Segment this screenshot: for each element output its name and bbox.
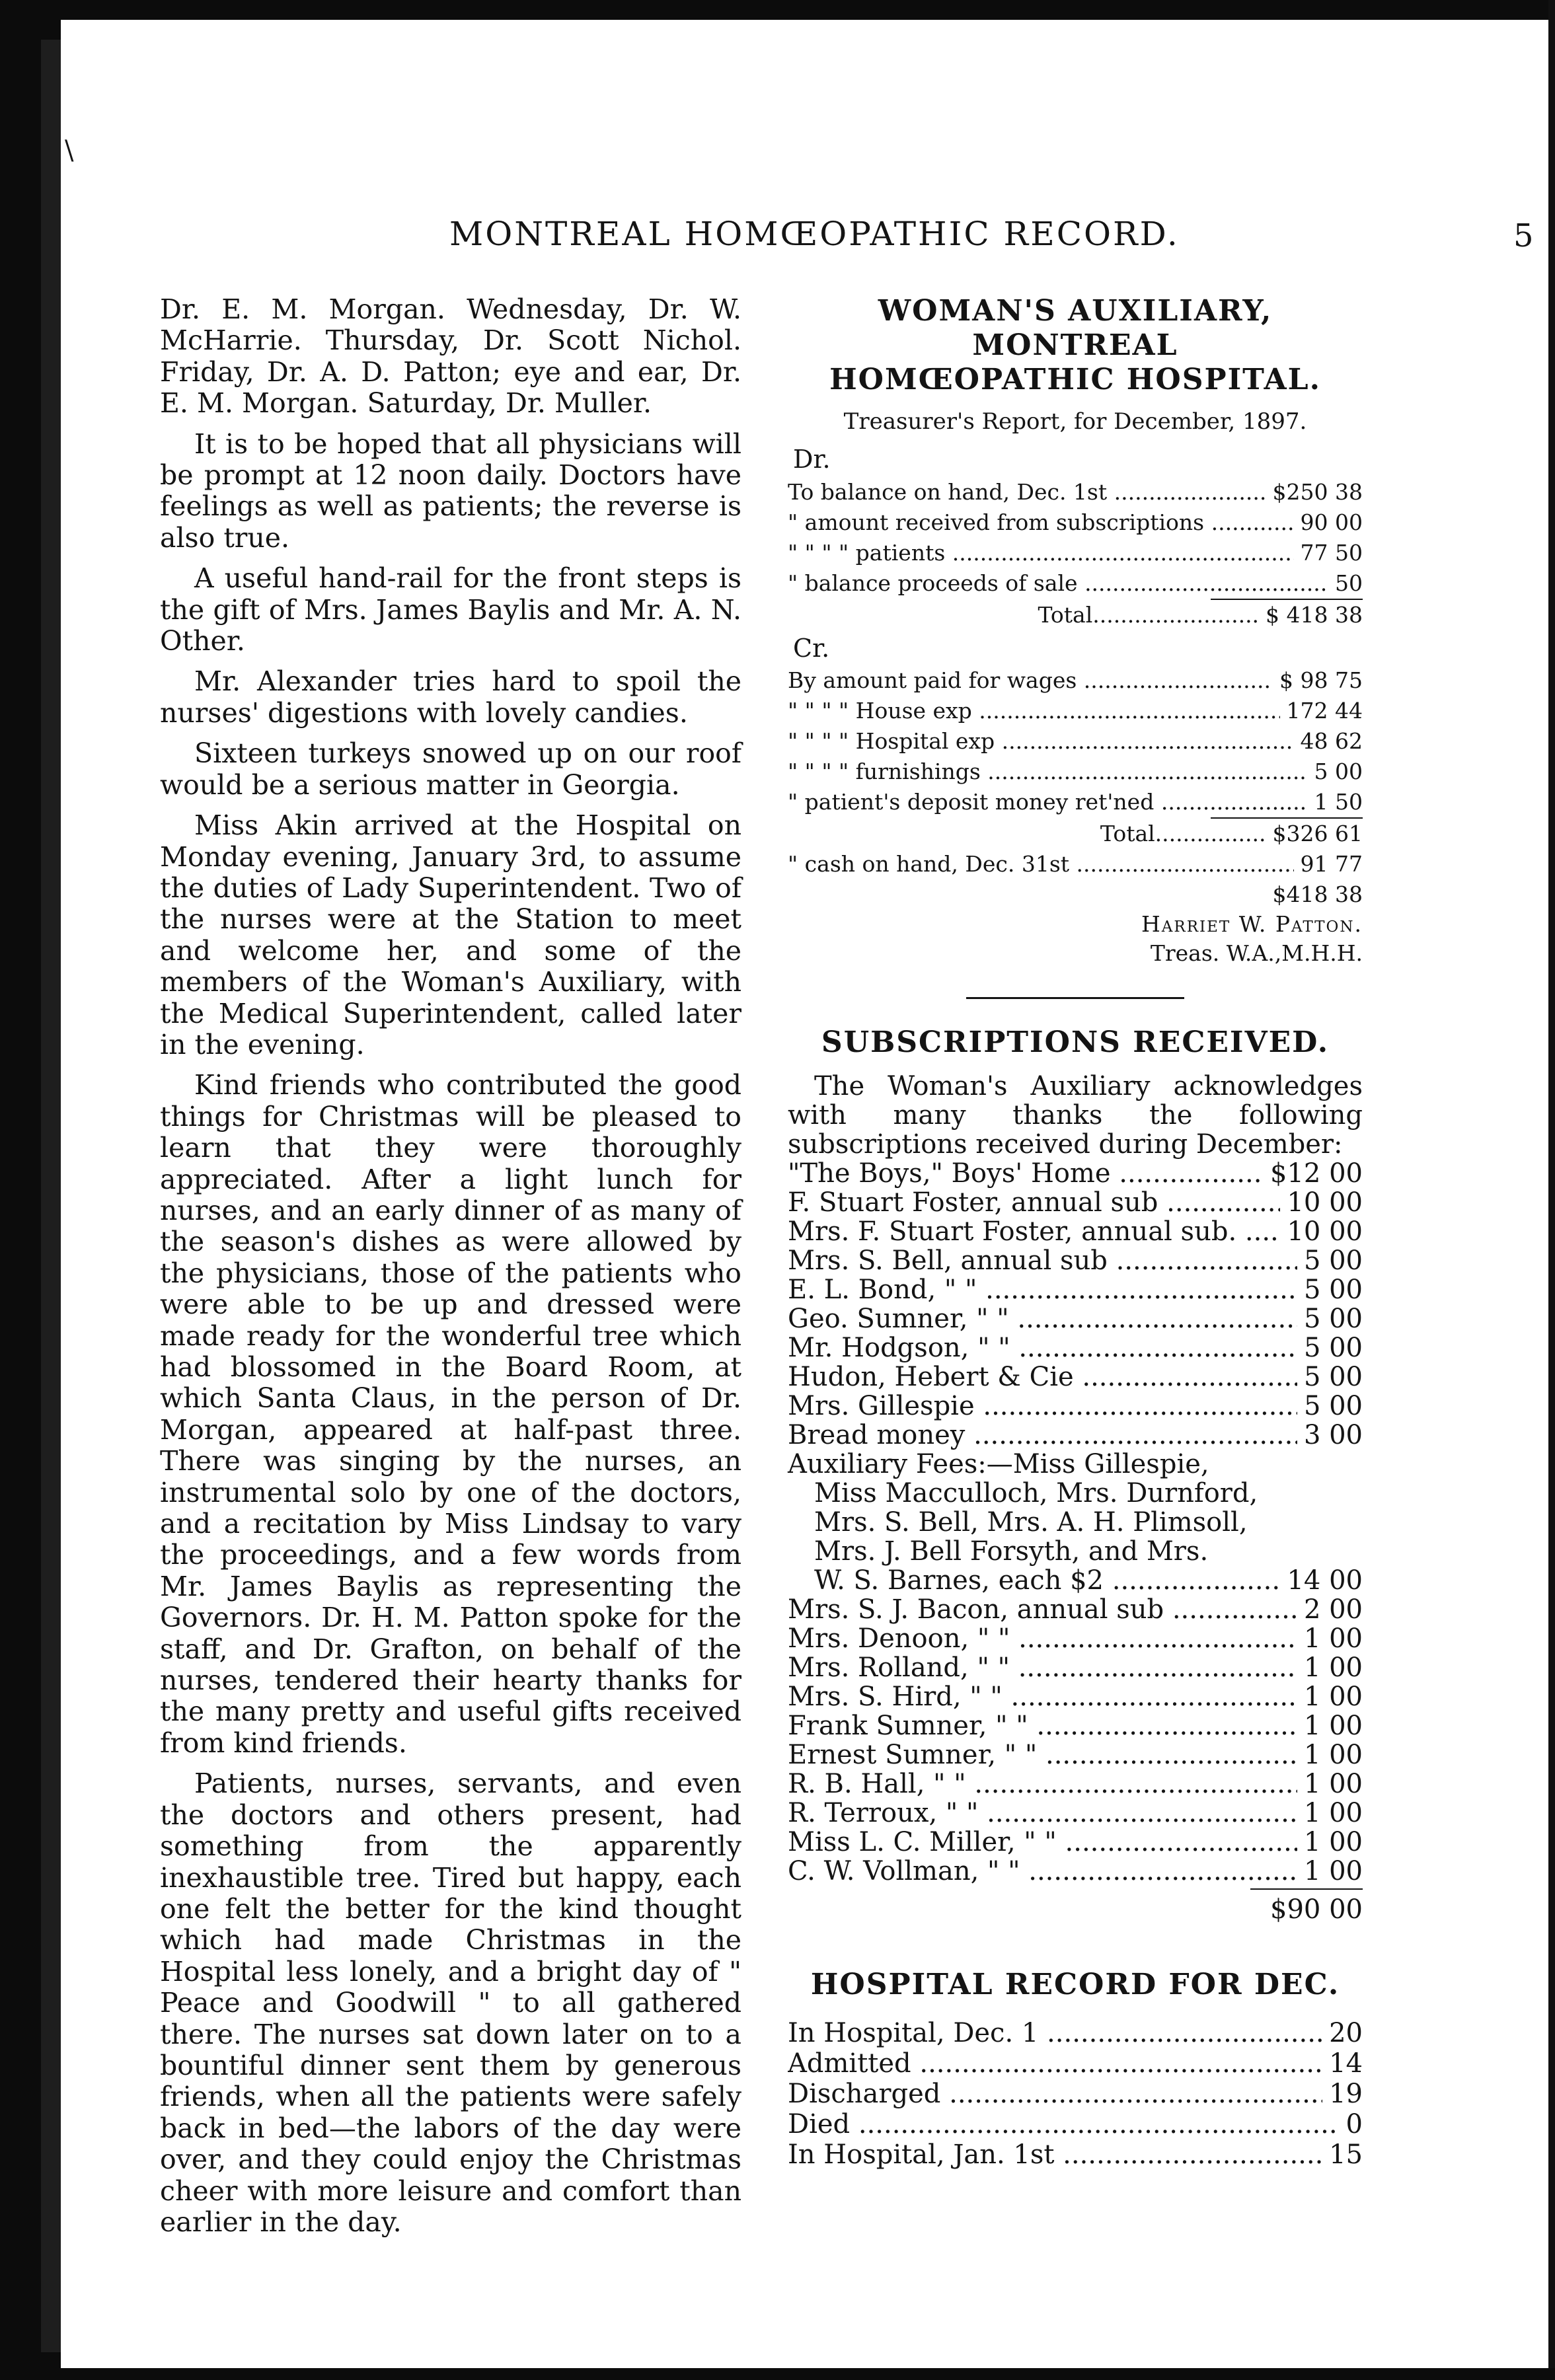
subscription-amount: 5 00 [1303,1333,1363,1364]
subscriber: C. W. Vollman, " " ..... [788,1857,1297,1886]
subscription-amount: 5 00 [1303,1275,1363,1306]
subscription-row [788,1275,1363,1304]
subscriber: Mrs. S. J. Bacon, annual sub ..... [788,1595,1297,1624]
paragraph: Mr. Alexander tries hard to spoil the nurses' digestions with lovely candies. [160,665,741,729]
record-value: 20 [1329,2018,1363,2049]
sum-rule [1250,1888,1363,1890]
paragraph: Patients, nurses, servants, and even the doctors and others present, had something from the apparently inexhaustible tree. Tired but happy, each one felt the better for the kind thought which had made Christmas in the Hospital less lonely, and a bright day of " Peace and Goodwill " to all gathered there. The nurses sat down later on to a bountiful dinner sent them by generous friends, when all the patients were safely back in bed—the labors of the day were over, and they could enjoy the Christmas cheer with more leisure and comfort than earlier in the day. [160,1767,741,2238]
treasurer-subtitle: Treasurer's Report, for December, 1897. [843,408,1307,435]
subscriber: Mrs. F. Stuart Foster, annual sub. ..... [788,1217,1280,1246]
subscriber: Miss L. C. Miller, " " ..... [788,1828,1297,1857]
cash-amount: 91 77 [1300,851,1363,877]
ledger-amount: 48 62 [1300,728,1363,755]
credit-total-row [788,819,1363,849]
subscriber: R. Terroux, " " ..... [788,1799,1297,1828]
signer-name: Harriet W. Patton. [1141,911,1363,938]
subscription-amount: 2 00 [1303,1594,1363,1625]
subscription-amount: 10 00 [1287,1187,1363,1218]
subscription-amount: 10 00 [1287,1216,1363,1247]
subscriber: Mrs. Denoon, " " ..... [788,1624,1297,1653]
paragraph: A useful hand-rail for the front steps is the gift of Mrs. James Baylis and Mr. A. N. Other. [160,562,741,657]
subscription-amount: 1 00 [1303,1653,1363,1684]
subscriber: Mrs. Gillespie ..... [788,1392,1297,1421]
ledger-desc: By amount paid for wages ..... [788,665,1273,696]
ledger-desc: " patient's deposit money ret'ned ..... [788,787,1308,817]
subscriptions-total: $90 00 [1270,1894,1363,1925]
subscriptions-intro: The Woman's Auxiliary acknowledges with many thanks the following subscriptions received during December: [788,1071,1363,1160]
subscriber: Mrs. S. Bell, annual sub ..... [788,1246,1297,1275]
scan-border-left [0,0,61,2380]
subscription-row [788,1857,1363,1886]
record-value: 15 [1329,2139,1363,2171]
grand-total: $418 38 [1272,881,1363,908]
subscription-amount: 1 00 [1303,1711,1363,1742]
scan-border-bottom [0,2368,1555,2380]
subscription-row [788,1362,1363,1392]
record-label: In Hospital, Dec. 1 ..... [788,2018,1322,2048]
subscription-amount: 1 00 [1303,1856,1363,1887]
subscription-row [788,1711,1363,1740]
record-value: 19 [1329,2079,1363,2110]
subscription-amount: 14 00 [1287,1565,1363,1596]
subscription-row [788,1246,1363,1275]
scan-border-right [1548,0,1555,2380]
subscriber: Geo. Sumner, " " ..... [788,1304,1297,1333]
subscription-row [788,1304,1363,1333]
subscription-amount: 3 00 [1303,1420,1363,1451]
subscriber: Bread money ..... [788,1421,1297,1450]
record-label: In Hospital, Jan. 1st ..... [788,2139,1322,2170]
debit-total: $ 418 38 [1266,601,1363,628]
subscription-amount: $12 00 [1270,1158,1363,1189]
debit-ledger [788,477,1363,630]
subscription-row [788,1799,1363,1828]
subscriber: Hudon, Hebert & Cie ..... [788,1362,1297,1392]
ledger-amount: 90 00 [1300,509,1363,535]
subscriber: Mrs. S. Hird, " " ..... [788,1682,1297,1711]
record-row [788,2139,1363,2170]
cash-label: " cash on hand, Dec. 31st ..... [788,849,1294,879]
subscription-row [788,1188,1363,1217]
record-label: Died ..... [788,2109,1340,2139]
ledger-amount: $250 38 [1272,478,1363,505]
ledger-row [788,696,1363,726]
debit-total-label: Total........................ [1038,601,1260,628]
subscriptions-title: SUBSCRIPTIONS RECEIVED. [821,1025,1330,1060]
ledger-desc: " " " " patients ..... [788,538,1294,568]
record-value: 14 [1329,2048,1363,2079]
ledger-row [788,538,1363,568]
credit-label: Cr. [793,633,830,663]
ledger-desc: " " " " furnishings ..... [788,757,1308,787]
auxiliary-fees-line: Auxiliary Fees:—Miss Gillespie, [788,1449,1209,1480]
ledger-row [788,726,1363,757]
record-row [788,2109,1363,2139]
record-value: 0 [1346,2109,1363,2140]
ledger-row [788,787,1363,817]
ledger-desc: " balance proceeds of sale ..... [788,568,1328,599]
subscriber: Mrs. Rolland, " " ..... [788,1653,1297,1682]
subscription-row [788,1217,1363,1246]
subscriber: Ernest Sumner, " " ..... [788,1740,1297,1769]
scan-border-top [0,0,1555,20]
paragraph: Miss Akin arrived at the Hospital on Monday evening, January 3rd, to assume the duties of Lady Superintendent. Two of the nurses were at the Station to meet and welcome her, and some of the members of the Woman's Auxiliary, with the Medical Superintendent, called later in the evening. [160,809,741,1060]
record-row [788,2048,1363,2079]
ledger-amount: 77 50 [1300,539,1363,566]
section-divider [966,997,1184,999]
subscription-amount: 1 00 [1303,1623,1363,1655]
ledger-row [788,757,1363,787]
debit-total-row [788,600,1363,630]
treasurer-title-line1: WOMAN'S AUXILIARY, MONTREAL [878,294,1273,362]
subscription-row [788,1682,1363,1711]
subscription-row [788,1624,1363,1653]
subscription-amount: 5 00 [1303,1362,1363,1393]
subscription-row [788,1392,1363,1421]
treasurer-report [788,294,1363,968]
subscriber: "The Boys," Boys' Home ..... [788,1159,1264,1188]
subscription-row [788,1653,1363,1682]
paragraph: Dr. E. M. Morgan. Wednesday, Dr. W. McHarrie. Thursday, Dr. Scott Nichol. Friday, Dr. A. D. Patton; eye and ear, Dr. E. M. Morgan. Saturday, Dr. Muller. [160,293,741,420]
cash-row [788,849,1363,879]
signature-block [788,910,1363,968]
subscription-amount: 5 00 [1303,1246,1363,1277]
ledger-amount: 172 44 [1286,698,1363,724]
subscription-row [788,1421,1363,1450]
subscriber: Frank Sumner, " " ..... [788,1711,1297,1740]
subscriptions-section [788,1025,1363,1924]
subscriber: Mr. Hodgson, " " ..... [788,1333,1297,1362]
ledger-amount: 5 00 [1314,759,1363,785]
record-label: Admitted ..... [788,2048,1322,2079]
record-label: Discharged ..... [788,2079,1322,2109]
subscriber: F. Stuart Foster, annual sub ..... [788,1188,1280,1217]
ledger-row [788,507,1363,538]
hospital-record-title: HOSPITAL RECORD FOR DEC. [810,1968,1340,2002]
subscription-row [788,1769,1363,1799]
left-column [160,294,741,2247]
hospital-record-list [788,2018,1363,2170]
page-header [66,215,1555,261]
ledger-row [788,665,1363,696]
paragraph: Sixteen turkeys snowed up on our roof would be a serious matter in Georgia. [160,737,741,801]
subscription-amount: 1 00 [1303,1827,1363,1858]
subscription-row [788,1566,1363,1595]
right-column [788,294,1363,2170]
ledger-amount: 50 [1335,570,1363,596]
subscription-row [788,1828,1363,1857]
subscription-row [788,1595,1363,1624]
scan-border-left-inner [41,40,61,2352]
ledger-desc: " " " " Hospital exp ..... [788,726,1294,757]
auxiliary-fees-line: Mrs. J. Bell Forsyth, and Mrs. [814,1536,1209,1567]
page-number: 5 [1513,217,1534,254]
subscription-row [788,1740,1363,1769]
subscription-amount: 5 00 [1303,1304,1363,1335]
subscriber: R. B. Hall, " " ..... [788,1769,1297,1799]
ledger-desc: " " " " House exp ..... [788,696,1280,726]
subscription-row [788,1333,1363,1362]
ledger-amount: 1 50 [1314,789,1363,815]
ledger-row [788,568,1363,599]
credit-total-label: Total................ [1100,821,1266,847]
ledger-desc: To balance on hand, Dec. 1st ..... [788,477,1266,507]
subscription-amount: 1 00 [1303,1769,1363,1800]
treasurer-title-line2: HOMŒOPATHIC HOSPITAL. [829,363,1321,396]
subscription-amount: 1 00 [1303,1682,1363,1713]
record-row [788,2079,1363,2109]
subscription-amount: 1 00 [1303,1798,1363,1829]
subscriptions-list [788,1072,1363,1924]
corner-mark: \ [65,135,74,166]
record-row [788,2018,1363,2048]
running-head: MONTREAL HOMŒOPATHIC RECORD. [449,215,1180,253]
subscription-row [788,1159,1363,1188]
ledger-desc: " amount received from subscriptions ..... [788,507,1294,538]
ledger-row [788,477,1363,507]
subscription-amount: 1 00 [1303,1740,1363,1771]
paragraph: It is to be hoped that all physicians will be prompt at 12 noon daily. Doctors have feelings as well as patients; the reverse is also true. [160,428,741,554]
signer-title: Treas. W.A.,M.H.H. [1150,940,1363,967]
auxiliary-fees-line: Mrs. S. Bell, Mrs. A. H. Plimsoll, [814,1507,1248,1538]
auxiliary-fees-line: Miss Macculloch, Mrs. Durnford, [814,1478,1258,1509]
hospital-record-section [788,1968,1363,2170]
subscriber: E. L. Bond, " " ..... [788,1275,1297,1304]
subscription-amount: 5 00 [1303,1391,1363,1422]
credit-ledger [788,665,1363,910]
subscriber: W. S. Barnes, each $2 ..... [814,1566,1280,1595]
credit-total: $326 61 [1272,821,1363,847]
ledger-amount: $ 98 75 [1279,667,1363,694]
debit-label: Dr. [793,445,831,474]
paragraph: Kind friends who contributed the good things for Christmas will be pleased to learn that they were thoroughly appreciated. After a light lunch for nurses, and an early dinner of as many of the season's dishes as were allowed by the physicians, those of the patients who were able to be up and dressed were made ready for the wonderful tree which had blossomed in the Board Room, at which Santa Claus, in the person of Dr. Morgan, appeared at half-past three. There was singing by the nurses, an instrumental solo by one of the doctors, and a recitation by Miss Lindsay to vary the proceedings, and a few words from Mr. James Baylis as representing the Governors. Dr. H. M. Patton spoke for the staff, and Dr. Grafton, on behalf of the nurses, tendered their hearty thanks for the many pretty and useful gifts received from kind friends. [160,1069,741,1759]
grand-total-row [788,879,1363,910]
